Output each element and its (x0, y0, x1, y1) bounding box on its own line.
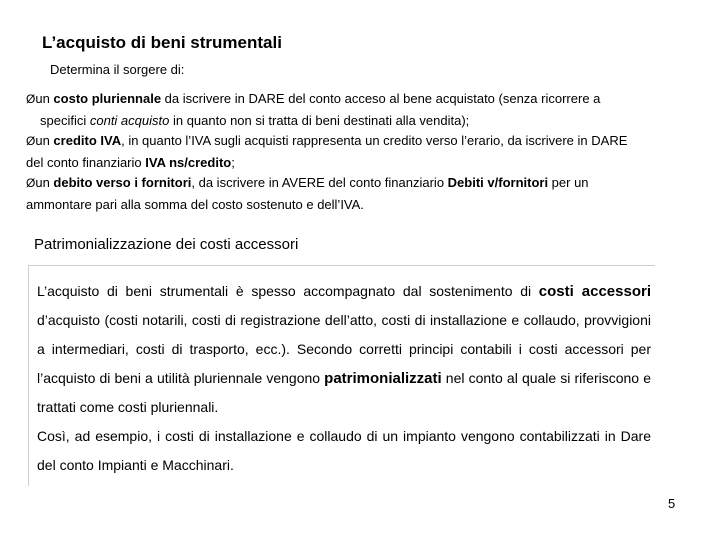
page-title: L’acquisto di beni strumentali (42, 33, 282, 52)
bullet-text: , in quanto l’IVA sugli acquisti rappresenta un credito verso l’erario, da iscrivere in DARE (121, 133, 628, 148)
arrow-bullet-icon: Ø (26, 92, 36, 106)
bullet-bold: costo pluriennale (53, 91, 162, 106)
bullet-text: ammontare pari alla somma del costo sostenuto e dell’IVA. (26, 197, 364, 212)
paragraph-text: nel conto al quale si riferiscono e trattati come costi pluriennali. (37, 370, 651, 415)
bullet-item-costo (26, 88, 696, 132)
intro-text: Determina il sorgere di: (50, 62, 185, 77)
page-number: 5 (668, 496, 676, 511)
body-paragraph (37, 277, 651, 480)
bullet-italic: conti acquisto (89, 113, 170, 128)
paragraph-text: Così, ad esempio, i costi di installazione e collaudo di un impianto vengono contabilizzati in Dare del conto Impianti e Macchinari. (37, 428, 651, 473)
arrow-bullet-icon: Ø (26, 134, 36, 148)
paragraph-bold: costi accessori (538, 283, 651, 300)
bullet-item-credito (26, 130, 696, 174)
bullet-text: in quanto non si tratta di beni destinati alla vendita); (169, 113, 470, 128)
bullet-text: un (35, 175, 54, 190)
bullet-bold: credito IVA (53, 133, 122, 148)
bullet-text: un (35, 133, 54, 148)
bullet-bold: debito verso i fornitori (53, 175, 192, 190)
bullet-text: da iscrivere in DARE del conto acceso al bene acquistato (senza ricorrere a (161, 91, 601, 106)
bullet-item-debito (26, 172, 696, 216)
bullet-bold: Debiti v/fornitori (447, 175, 549, 190)
paragraph-text: d’acquisto (costi notarili, costi di registrazione dell’atto, costi di installazione e collaudo, provvigioni a intermediari, costi di trasporto, ecc.). Secondo corretti principi contabili i costi accessori per l’acquisto di beni a utilità pluriennale vengono (37, 312, 651, 386)
arrow-bullet-icon: Ø (26, 176, 36, 190)
paragraph-text: L’acquisto di beni strumentali è spesso accompagnato dal sostenimento di (37, 283, 539, 299)
section-title: Patrimonializzazione dei costi accessori (34, 236, 299, 253)
bullet-text: un (35, 91, 54, 106)
bullet-text: per un (548, 175, 589, 190)
bullet-bold: IVA ns/credito (145, 155, 232, 170)
bullet-text: , da iscrivere in AVERE del conto finanziario (191, 175, 448, 190)
bullet-text: ; (231, 155, 235, 170)
paragraph-bold: patrimonializzati (324, 370, 442, 387)
bullet-text: del conto finanziario (26, 155, 146, 170)
bullet-text: specifici (40, 113, 90, 128)
